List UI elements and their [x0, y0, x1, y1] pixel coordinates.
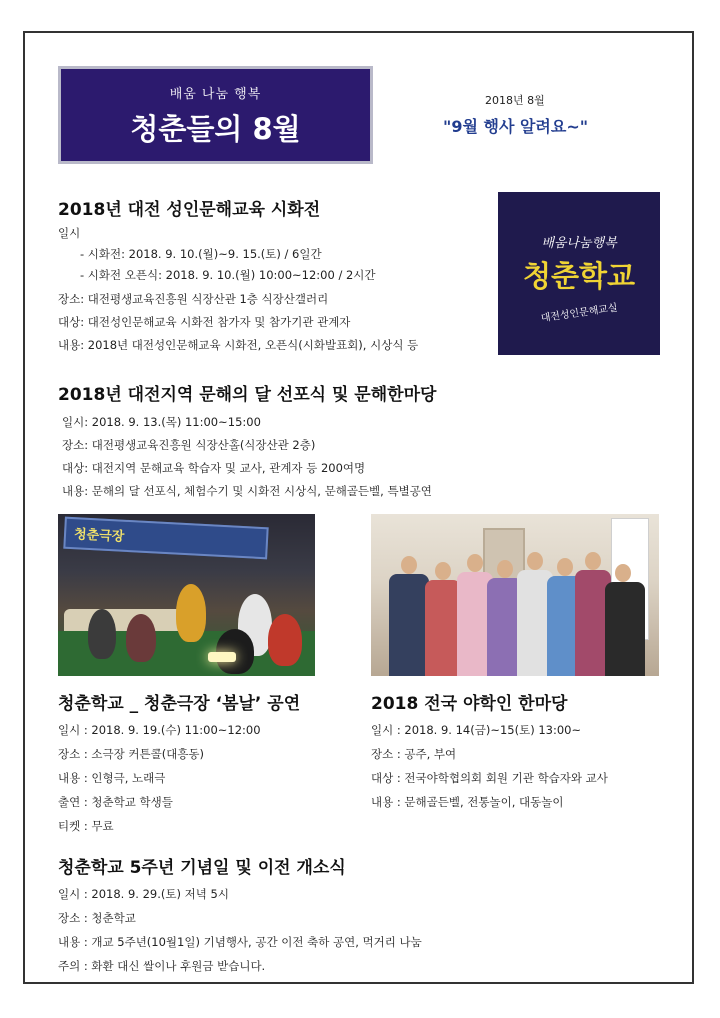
event-3-line: 내용 : 인형극, 노래극: [58, 771, 166, 785]
event-4-line: 내용 : 문해골든벨, 전통놀이, 대동놀이: [371, 795, 564, 809]
theater-photo: [58, 514, 315, 676]
event-2-line: 일시: 2018. 9. 13.(목) 11:00~15:00: [62, 415, 261, 429]
event-4-line: 일시 : 2018. 9. 14(금)~15(토) 13:00~: [371, 723, 582, 737]
event-1-line: 일시: [58, 226, 81, 240]
header-title: 청춘들의 8월: [130, 112, 301, 146]
event-2-line: 장소: 대전평생교육진흥원 식장산홀(식장산관 2층): [62, 438, 316, 452]
event-5-line: 일시 : 2018. 9. 29.(토) 저녁 5시: [58, 887, 229, 901]
header-subtitle: 배움 나눔 행복: [169, 87, 262, 102]
event-1-line: - 시화전: 2018. 9. 10.(월)~9. 15.(토) / 6일간: [80, 247, 322, 261]
event-1-line: 내용: 2018년 대전성인문해교육 시화전, 오픈식(시화발표회), 시상식 등: [58, 338, 419, 352]
event-4-title: 2018 전국 야학인 한마당: [371, 694, 568, 714]
event-5-line: 주의 : 화환 대신 쌀이나 후원금 받습니다.: [58, 959, 266, 973]
logo-bottom-text: 대전성인문해교실: [540, 302, 619, 325]
event-2-title: 2018년 대전지역 문해의 달 선포식 및 문해한마당: [58, 385, 437, 405]
page-frame: [23, 31, 694, 984]
event-5-line: 장소 : 청춘학교: [58, 911, 136, 925]
event-1-line: 대상: 대전성인문해교육 시화전 참가자 및 참가기관 관계자: [58, 315, 351, 329]
group-photo: [371, 514, 659, 676]
event-3-line: 장소 : 소극장 커튼콜(대흥동): [58, 747, 205, 761]
event-4-line: 장소 : 공주, 부여: [371, 747, 457, 761]
event-3-line: 일시 : 2018. 9. 19.(수) 11:00~12:00: [58, 723, 261, 737]
event-2-line: 대상: 대전지역 문해교육 학습자 및 교사, 관계자 등 200여명: [62, 461, 366, 475]
issue-headline: "9월 행사 알려요~": [443, 117, 589, 136]
event-1-title: 2018년 대전 성인문해교육 시화전: [58, 200, 321, 220]
event-1-line: - 시화전 오픈식: 2018. 9. 10.(월) 10:00~12:00 / 2시간: [80, 268, 376, 282]
issue-date: 2018년 8월: [485, 94, 545, 107]
event-1-line: 장소: 대전평생교육진흥원 식장산관 1층 식장산갤러리: [58, 292, 329, 306]
event-3-line: 티켓 : 무료: [58, 819, 114, 833]
event-5-line: 내용 : 개교 5주년(10월1일) 기념행사, 공간 이전 축하 공연, 먹거리 나눔: [58, 935, 422, 949]
event-2-line: 내용: 문해의 달 선포식, 체험수기 및 시화전 시상식, 문해골든벨, 특별공연: [62, 484, 432, 498]
logo-top-text: 배움나눔행복: [541, 236, 617, 251]
event-3-line: 출연 : 청춘학교 학생들: [58, 795, 173, 809]
event-4-line: 대상 : 전국야학협의회 회원 기관 학습자와 교사: [371, 771, 608, 785]
photo-banner: [63, 517, 268, 560]
event-3-title: 청춘학교 _ 청춘극장 ‘봄날’ 공연: [58, 694, 301, 714]
logo-main-text: 청춘학교: [522, 259, 636, 293]
photo-banner-text: 청춘극장: [73, 527, 125, 545]
header-banner: [58, 66, 373, 164]
school-logo: [498, 192, 660, 355]
event-5-title: 청춘학교 5주년 기념일 및 이전 개소식: [58, 858, 346, 878]
